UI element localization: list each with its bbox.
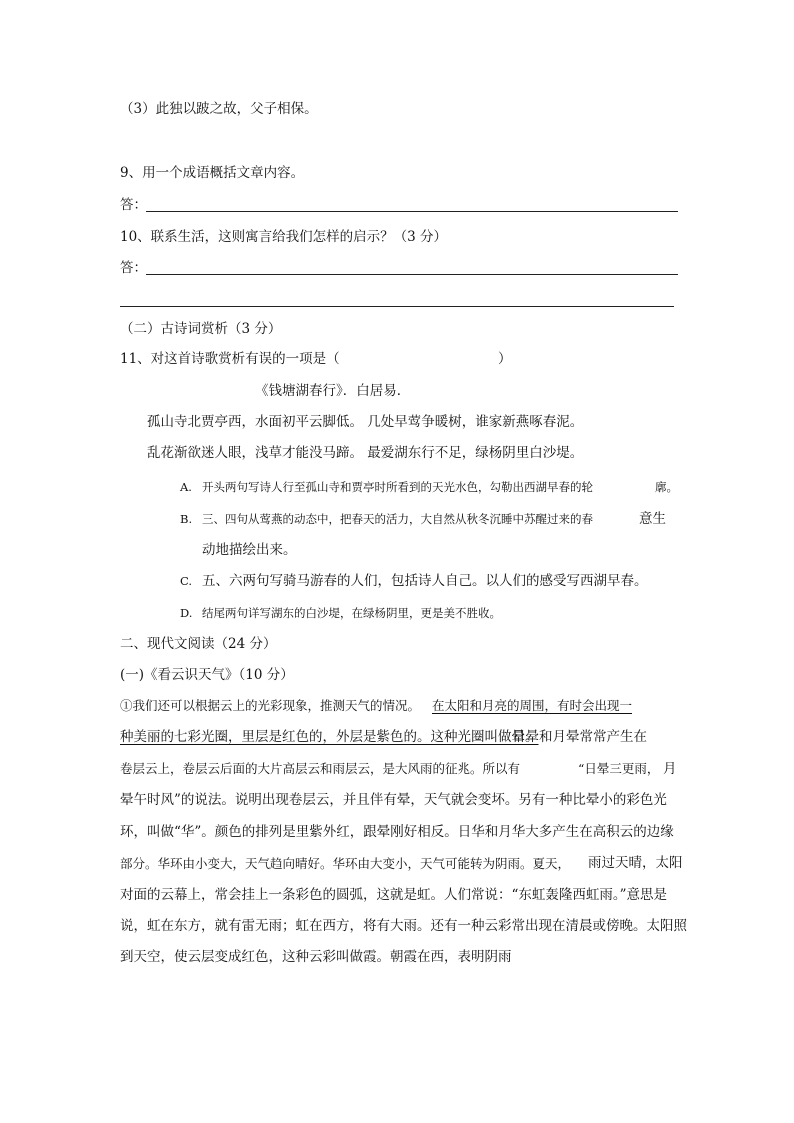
option-a-tail: 廓。 (655, 480, 678, 494)
modern-sub-heading: (一)《看云识天气》（10 分） (120, 667, 294, 683)
answer-line-10a[interactable] (146, 274, 678, 275)
para-line-3: 卷层云上，卷层云后面的大片高层云和雨层云，是大风雨的征兆。所以有 (120, 761, 521, 776)
option-d-text: 结尾两句详写湖东的白沙堤，在绿杨阴里，更是美不胜收。 (202, 606, 501, 620)
option-b-tail: 意生 (639, 511, 666, 527)
para-line-2-underlined: 种美丽的七彩光圈，里层是红色的，外层是紫色的。这种光圈叫做晕。 (120, 729, 539, 745)
option-a-letter: A. (180, 480, 192, 494)
modern-section-heading: 二、现代文阅读（24 分） (120, 636, 277, 652)
question-9: 9、用一个成语概括文章内容。 (120, 165, 305, 181)
option-b-continuation: 动地描绘出来。 (202, 542, 297, 558)
para-line-5: 环，叫做“华”。颜色的排列是里紫外红，跟晕刚好相反。日华和月华大多产生在高积云的边缘 (120, 824, 674, 840)
para-line-8: 说，虹在东方，就有雷无雨；虹在西方，将有大雨。还有一种云彩常出现在清晨或傍晚。太阳照 (120, 918, 687, 934)
para-line-3-end: 月 (663, 761, 677, 777)
para-line-6a: 部分。华环由小变大，天气趋向晴好。华环由大变小，天气可能转为阴雨。夏天， (120, 856, 571, 871)
question-11-suffix: ） (498, 351, 512, 367)
answer-line-9[interactable] (146, 211, 678, 212)
sentence-3: （3）此独以跛之故，父子相保。 (120, 101, 318, 117)
option-b-letter: B. (180, 512, 193, 526)
question-10: 10、联系生活，这则寓言给我们怎样的启示？（3 分） (120, 229, 448, 245)
poem-line-2: 乱花渐欲迷人眼，浅草才能没马蹄。 最爱湖东行不足，绿杨阴里白沙堤。 (147, 445, 584, 461)
para-line-7: 对面的云幕上，常会挂上一条彩色的圆弧，这就是虹。人们常说：“东虹轰隆西虹雨。”意思是 (120, 887, 668, 903)
option-b-text: 三、四句从莺燕的动态中，把春天的活力，大自然从秋冬沉睡中苏醒过来的春 (202, 512, 593, 526)
para-line-4: 晕午时风”的说法。说明出现卷层云，并且伴有晕，天气就会变坏。另有一种比晕小的彩色光 (120, 792, 667, 808)
para-line-3-quote: “日晕三更雨， (578, 761, 660, 776)
poem-title: 《钱塘湖春行》．白居易． (255, 383, 411, 399)
question-11-prefix: 11、对这首诗歌赏析有误的一项是（ (120, 351, 340, 367)
para-line-6b: 雨过天晴，太阳 (588, 855, 683, 871)
option-c-text: 五、六两句写骑马游春的人们，包括诗人自己。以人们的感受写西湖早春。 (202, 573, 648, 589)
answer-line-10b[interactable] (120, 306, 674, 307)
para-line-2-rest: 日晕和月晕常常产生在 (512, 729, 647, 745)
option-d-letter: D. (180, 606, 193, 620)
para-line-9: 到天空，使云层变成红色，这种云彩叫做霞。朝霞在西，表明阴雨 (120, 949, 512, 965)
poem-section-heading: （二）古诗词赏析（3 分） (120, 321, 282, 337)
answer-label-10: 答： (120, 260, 147, 276)
para-line-1-prefix: ①我们还可以根据云上的光彩现象，推测天气的情况。 (120, 698, 421, 713)
option-c-letter: C. (180, 574, 193, 588)
option-a-text: 开头两句写诗人行至孤山寺和贾亭时所看到的天光水色，勾勒出西湖早春的轮 (202, 480, 593, 494)
answer-label-9: 答： (120, 197, 147, 213)
para-line-1-underlined: 在太阳和月亮的周围，有时会出现一 (432, 698, 633, 713)
poem-line-1: 孤山寺北贾亭西，水面初平云脚低。 几处早莺争暖树，谁家新燕啄春泥。 (147, 414, 584, 430)
